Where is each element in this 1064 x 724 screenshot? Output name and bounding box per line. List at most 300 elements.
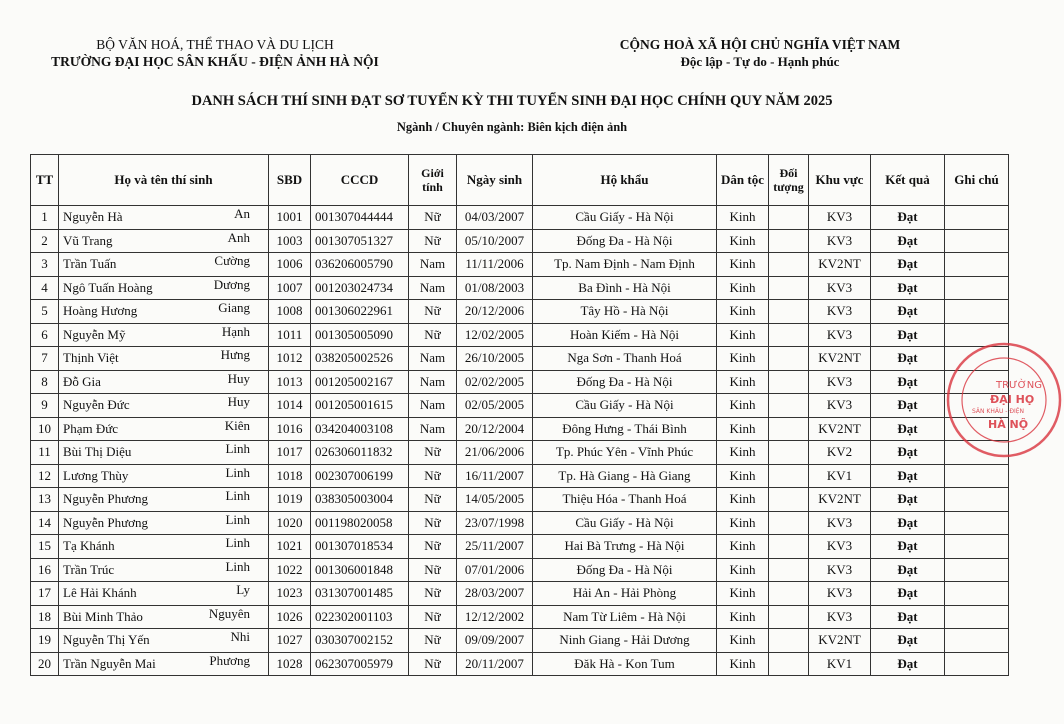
cell-tt: 5 bbox=[31, 300, 59, 324]
candidate-name bbox=[59, 605, 269, 629]
cell-cccd: 001203024734 bbox=[311, 276, 409, 300]
candidate-surname: Nguyễn Phương bbox=[63, 491, 149, 507]
cell-gender: Nữ bbox=[409, 488, 457, 512]
cell-tt: 14 bbox=[31, 511, 59, 535]
cell-cccd: 001205002167 bbox=[311, 370, 409, 394]
cell-dob: 11/11/2006 bbox=[457, 253, 533, 277]
candidate-given-name: Kiên bbox=[224, 417, 250, 433]
cell-result: Đạt bbox=[871, 464, 945, 488]
cell-hometown: Đông Hưng - Thái Bình bbox=[533, 417, 717, 441]
cell-gender: Nữ bbox=[409, 605, 457, 629]
cell-target bbox=[769, 206, 809, 230]
cell-sbd: 1013 bbox=[269, 370, 311, 394]
candidate-name bbox=[59, 441, 269, 465]
national-header bbox=[600, 36, 920, 70]
table-row bbox=[31, 394, 1009, 418]
cell-sbd: 1022 bbox=[269, 558, 311, 582]
candidate-surname: Nguyễn Đức bbox=[63, 397, 130, 413]
table-row bbox=[31, 276, 1009, 300]
cell-region: KV3 bbox=[809, 511, 871, 535]
cell-note bbox=[945, 276, 1009, 300]
cell-target bbox=[769, 535, 809, 559]
cell-sbd: 1017 bbox=[269, 441, 311, 465]
candidate-given-name: Linh bbox=[225, 464, 250, 480]
cell-hometown: Nga Sơn - Thanh Hoá bbox=[533, 347, 717, 371]
cell-hometown: Cầu Giấy - Hà Nội bbox=[533, 394, 717, 418]
seal-text-small: SÂN KHẤU - ĐIỆN bbox=[972, 408, 1025, 415]
cell-gender: Nữ bbox=[409, 582, 457, 606]
cell-dob: 07/01/2006 bbox=[457, 558, 533, 582]
cell-dob: 02/05/2005 bbox=[457, 394, 533, 418]
table-row bbox=[31, 582, 1009, 606]
cell-region: KV3 bbox=[809, 300, 871, 324]
cell-ethnic: Kinh bbox=[717, 300, 769, 324]
cell-hometown: Tp. Hà Giang - Hà Giang bbox=[533, 464, 717, 488]
cell-tt: 15 bbox=[31, 535, 59, 559]
cell-tt: 6 bbox=[31, 323, 59, 347]
cell-hometown: Ninh Giang - Hải Dương bbox=[533, 629, 717, 653]
cell-hometown: Ba Đình - Hà Nội bbox=[533, 276, 717, 300]
candidate-surname: Nguyễn Thị Yến bbox=[63, 632, 150, 648]
candidate-name bbox=[59, 558, 269, 582]
candidate-name bbox=[59, 394, 269, 418]
col-region: Khu vực bbox=[809, 155, 871, 206]
cell-note bbox=[945, 652, 1009, 676]
candidate-name bbox=[59, 323, 269, 347]
cell-tt: 1 bbox=[31, 206, 59, 230]
cell-tt: 16 bbox=[31, 558, 59, 582]
candidate-given-name: Giang bbox=[218, 300, 250, 315]
candidate-name bbox=[59, 464, 269, 488]
cell-cccd: 001205001615 bbox=[311, 394, 409, 418]
cell-hometown: Cầu Giấy - Hà Nội bbox=[533, 511, 717, 535]
candidate-given-name: Nhi bbox=[230, 629, 250, 644]
candidate-name bbox=[59, 417, 269, 441]
cell-result: Đạt bbox=[871, 347, 945, 371]
cell-note bbox=[945, 511, 1009, 535]
cell-gender: Nam bbox=[409, 417, 457, 441]
cell-dob: 12/12/2002 bbox=[457, 605, 533, 629]
candidate-surname: Lê Hải Khánh bbox=[63, 585, 137, 601]
cell-tt: 8 bbox=[31, 370, 59, 394]
col-dob: Ngày sinh bbox=[457, 155, 533, 206]
cell-target bbox=[769, 488, 809, 512]
cell-hometown: Tp. Nam Định - Nam Định bbox=[533, 253, 717, 277]
candidate-name bbox=[59, 535, 269, 559]
cell-cccd: 001307018534 bbox=[311, 535, 409, 559]
seal-text-top: TRƯỜNG bbox=[996, 380, 1042, 391]
cell-dob: 16/11/2007 bbox=[457, 464, 533, 488]
candidate-given-name: Huy bbox=[227, 370, 250, 386]
cell-hometown: Đống Đa - Hà Nội bbox=[533, 370, 717, 394]
cell-ethnic: Kinh bbox=[717, 582, 769, 606]
cell-dob: 21/06/2006 bbox=[457, 441, 533, 465]
cell-note bbox=[945, 535, 1009, 559]
cell-target bbox=[769, 323, 809, 347]
cell-tt: 11 bbox=[31, 441, 59, 465]
cell-cccd: 031307001485 bbox=[311, 582, 409, 606]
cell-note bbox=[945, 582, 1009, 606]
cell-dob: 12/02/2005 bbox=[457, 323, 533, 347]
candidate-surname: Trần Nguyễn Mai bbox=[63, 655, 156, 671]
candidate-name bbox=[59, 347, 269, 371]
candidate-surname: Trần Trúc bbox=[63, 561, 115, 577]
cell-dob: 23/07/1998 bbox=[457, 511, 533, 535]
candidate-given-name: An bbox=[234, 206, 250, 221]
cell-region: KV3 bbox=[809, 582, 871, 606]
cell-note bbox=[945, 253, 1009, 277]
candidate-table bbox=[30, 154, 1009, 676]
table-row bbox=[31, 206, 1009, 230]
col-result: Kết quả bbox=[871, 155, 945, 206]
cell-ethnic: Kinh bbox=[717, 605, 769, 629]
cell-target bbox=[769, 253, 809, 277]
cell-tt: 13 bbox=[31, 488, 59, 512]
cell-cccd: 062307005979 bbox=[311, 652, 409, 676]
table-row bbox=[31, 253, 1009, 277]
cell-region: KV1 bbox=[809, 652, 871, 676]
cell-region: KV1 bbox=[809, 464, 871, 488]
cell-tt: 3 bbox=[31, 253, 59, 277]
cell-gender: Nữ bbox=[409, 652, 457, 676]
candidate-surname: Bùi Thị Diệu bbox=[63, 444, 132, 460]
cell-target bbox=[769, 417, 809, 441]
cell-dob: 04/03/2007 bbox=[457, 206, 533, 230]
cell-ethnic: Kinh bbox=[717, 206, 769, 230]
cell-note bbox=[945, 605, 1009, 629]
cell-region: KV2 bbox=[809, 441, 871, 465]
cell-cccd: 038305003004 bbox=[311, 488, 409, 512]
cell-result: Đạt bbox=[871, 629, 945, 653]
cell-tt: 20 bbox=[31, 652, 59, 676]
cell-sbd: 1014 bbox=[269, 394, 311, 418]
cell-tt: 2 bbox=[31, 229, 59, 253]
cell-cccd: 001198020058 bbox=[311, 511, 409, 535]
seal-text-bottom: HÀ NỘ bbox=[988, 418, 1029, 431]
cell-hometown: Nam Từ Liêm - Hà Nội bbox=[533, 605, 717, 629]
cell-target bbox=[769, 276, 809, 300]
cell-result: Đạt bbox=[871, 370, 945, 394]
cell-cccd: 038205002526 bbox=[311, 347, 409, 371]
table-row bbox=[31, 511, 1009, 535]
candidate-surname: Phạm Đức bbox=[63, 420, 119, 436]
cell-result: Đạt bbox=[871, 535, 945, 559]
cell-sbd: 1011 bbox=[269, 323, 311, 347]
cell-hometown: Hoàn Kiếm - Hà Nội bbox=[533, 323, 717, 347]
cell-sbd: 1028 bbox=[269, 652, 311, 676]
cell-sbd: 1008 bbox=[269, 300, 311, 324]
cell-target bbox=[769, 441, 809, 465]
cell-dob: 05/10/2007 bbox=[457, 229, 533, 253]
cell-gender: Nam bbox=[409, 253, 457, 277]
cell-hometown: Hai Bà Trưng - Hà Nội bbox=[533, 535, 717, 559]
col-cccd: CCCD bbox=[311, 155, 409, 206]
ministry-name: BỘ VĂN HOÁ, THỂ THAO VÀ DU LỊCH bbox=[96, 37, 334, 52]
candidate-name bbox=[59, 276, 269, 300]
cell-result: Đạt bbox=[871, 511, 945, 535]
cell-hometown: Đăk Hà - Kon Tum bbox=[533, 652, 717, 676]
cell-region: KV3 bbox=[809, 323, 871, 347]
cell-hometown: Hải An - Hải Phòng bbox=[533, 582, 717, 606]
cell-dob: 20/12/2006 bbox=[457, 300, 533, 324]
candidate-surname: Trần Tuấn bbox=[63, 256, 117, 272]
cell-region: KV2NT bbox=[809, 629, 871, 653]
table-row bbox=[31, 229, 1009, 253]
cell-cccd: 001306001848 bbox=[311, 558, 409, 582]
col-sbd: SBD bbox=[269, 155, 311, 206]
cell-sbd: 1016 bbox=[269, 417, 311, 441]
candidate-given-name: Nguyên bbox=[208, 605, 250, 621]
cell-ethnic: Kinh bbox=[717, 464, 769, 488]
table-row bbox=[31, 629, 1009, 653]
table-row bbox=[31, 464, 1009, 488]
cell-gender: Nam bbox=[409, 394, 457, 418]
cell-result: Đạt bbox=[871, 276, 945, 300]
cell-ethnic: Kinh bbox=[717, 323, 769, 347]
cell-cccd: 030307002152 bbox=[311, 629, 409, 653]
candidate-name bbox=[59, 582, 269, 606]
candidate-surname: Nguyễn Phương bbox=[63, 514, 149, 530]
national-motto: Độc lập - Tự do - Hạnh phúc bbox=[680, 54, 840, 69]
cell-sbd: 1020 bbox=[269, 511, 311, 535]
cell-gender: Nam bbox=[409, 370, 457, 394]
candidate-name bbox=[59, 206, 269, 230]
cell-hometown: Tây Hồ - Hà Nội bbox=[533, 300, 717, 324]
cell-region: KV3 bbox=[809, 229, 871, 253]
cell-gender: Nam bbox=[409, 276, 457, 300]
cell-result: Đạt bbox=[871, 229, 945, 253]
candidate-given-name: Linh bbox=[225, 511, 250, 527]
table-row bbox=[31, 488, 1009, 512]
col-ethnic: Dân tộc bbox=[717, 155, 769, 206]
candidate-name bbox=[59, 229, 269, 253]
candidate-surname: Hoàng Hương bbox=[63, 303, 138, 319]
candidate-surname: Nguyễn Mỹ bbox=[63, 326, 126, 342]
candidate-surname: Ngô Tuấn Hoàng bbox=[63, 279, 153, 295]
major-subtitle: Ngành / Chuyên ngành: Biên kịch điện ảnh bbox=[396, 120, 628, 134]
cell-result: Đạt bbox=[871, 558, 945, 582]
cell-ethnic: Kinh bbox=[717, 441, 769, 465]
cell-region: KV2NT bbox=[809, 488, 871, 512]
cell-target bbox=[769, 558, 809, 582]
candidate-surname: Tạ Khánh bbox=[63, 538, 115, 554]
cell-ethnic: Kinh bbox=[717, 652, 769, 676]
cell-result: Đạt bbox=[871, 206, 945, 230]
table-row bbox=[31, 323, 1009, 347]
candidate-name bbox=[59, 300, 269, 324]
candidate-name bbox=[59, 370, 269, 394]
cell-ethnic: Kinh bbox=[717, 347, 769, 371]
cell-region: KV2NT bbox=[809, 253, 871, 277]
cell-dob: 02/02/2005 bbox=[457, 370, 533, 394]
cell-sbd: 1003 bbox=[269, 229, 311, 253]
candidate-name bbox=[59, 652, 269, 676]
cell-note bbox=[945, 488, 1009, 512]
cell-sbd: 1027 bbox=[269, 629, 311, 653]
cell-tt: 12 bbox=[31, 464, 59, 488]
cell-ethnic: Kinh bbox=[717, 276, 769, 300]
cell-sbd: 1018 bbox=[269, 464, 311, 488]
cell-cccd: 022302001103 bbox=[311, 605, 409, 629]
cell-dob: 20/12/2004 bbox=[457, 417, 533, 441]
candidate-surname: Thịnh Việt bbox=[63, 350, 119, 366]
cell-hometown: Cầu Giấy - Hà Nội bbox=[533, 206, 717, 230]
cell-region: KV3 bbox=[809, 558, 871, 582]
col-name: Họ và tên thí sinh bbox=[59, 155, 269, 206]
cell-cccd: 001307044444 bbox=[311, 206, 409, 230]
table-row bbox=[31, 558, 1009, 582]
cell-sbd: 1019 bbox=[269, 488, 311, 512]
cell-gender: Nữ bbox=[409, 323, 457, 347]
cell-ethnic: Kinh bbox=[717, 629, 769, 653]
cell-cccd: 001307051327 bbox=[311, 229, 409, 253]
cell-dob: 28/03/2007 bbox=[457, 582, 533, 606]
table-row bbox=[31, 652, 1009, 676]
table-row bbox=[31, 441, 1009, 465]
cell-result: Đạt bbox=[871, 300, 945, 324]
cell-region: KV3 bbox=[809, 535, 871, 559]
col-gender: Giới tính bbox=[409, 155, 457, 206]
cell-tt: 18 bbox=[31, 605, 59, 629]
cell-gender: Nữ bbox=[409, 300, 457, 324]
candidate-given-name: Linh bbox=[225, 558, 250, 574]
candidate-given-name: Cường bbox=[214, 253, 250, 268]
candidate-surname: Lương Thùy bbox=[63, 467, 129, 483]
cell-ethnic: Kinh bbox=[717, 370, 769, 394]
cell-target bbox=[769, 629, 809, 653]
cell-tt: 10 bbox=[31, 417, 59, 441]
cell-result: Đạt bbox=[871, 394, 945, 418]
cell-tt: 7 bbox=[31, 347, 59, 371]
cell-note bbox=[945, 629, 1009, 653]
cell-dob: 20/11/2007 bbox=[457, 652, 533, 676]
cell-sbd: 1006 bbox=[269, 253, 311, 277]
cell-ethnic: Kinh bbox=[717, 511, 769, 535]
cell-result: Đạt bbox=[871, 323, 945, 347]
cell-gender: Nữ bbox=[409, 535, 457, 559]
table-header-row bbox=[31, 155, 1009, 206]
candidate-given-name: Linh bbox=[225, 535, 250, 550]
cell-dob: 09/09/2007 bbox=[457, 629, 533, 653]
cell-result: Đạt bbox=[871, 488, 945, 512]
university-name: TRƯỜNG ĐẠI HỌC SÂN KHẤU - ĐIỆN ẢNH HÀ NỘI bbox=[51, 54, 379, 69]
nation-name: CỘNG HOÀ XÃ HỘI CHỦ NGHĨA VIỆT NAM bbox=[619, 37, 901, 52]
cell-region: KV3 bbox=[809, 605, 871, 629]
candidate-given-name: Ly bbox=[236, 582, 250, 597]
cell-result: Đạt bbox=[871, 605, 945, 629]
cell-hometown: Đống Đa - Hà Nội bbox=[533, 558, 717, 582]
table-body bbox=[31, 206, 1009, 676]
cell-cccd: 036206005790 bbox=[311, 253, 409, 277]
cell-result: Đạt bbox=[871, 582, 945, 606]
candidate-given-name: Huy bbox=[227, 394, 250, 409]
cell-region: KV3 bbox=[809, 276, 871, 300]
cell-ethnic: Kinh bbox=[717, 417, 769, 441]
cell-dob: 25/11/2007 bbox=[457, 535, 533, 559]
official-seal bbox=[944, 340, 1064, 460]
cell-target bbox=[769, 652, 809, 676]
cell-sbd: 1023 bbox=[269, 582, 311, 606]
cell-sbd: 1001 bbox=[269, 206, 311, 230]
cell-ethnic: Kinh bbox=[717, 394, 769, 418]
candidate-surname: Nguyễn Hà bbox=[63, 209, 123, 225]
cell-target bbox=[769, 511, 809, 535]
cell-region: KV3 bbox=[809, 394, 871, 418]
cell-target bbox=[769, 394, 809, 418]
candidate-name bbox=[59, 488, 269, 512]
cell-result: Đạt bbox=[871, 652, 945, 676]
cell-target bbox=[769, 370, 809, 394]
cell-dob: 01/08/2003 bbox=[457, 276, 533, 300]
cell-tt: 19 bbox=[31, 629, 59, 653]
cell-tt: 4 bbox=[31, 276, 59, 300]
candidate-given-name: Hạnh bbox=[221, 323, 250, 339]
cell-target bbox=[769, 229, 809, 253]
cell-note bbox=[945, 300, 1009, 324]
cell-hometown: Đống Đa - Hà Nội bbox=[533, 229, 717, 253]
table-row bbox=[31, 535, 1009, 559]
cell-result: Đạt bbox=[871, 417, 945, 441]
cell-note bbox=[945, 464, 1009, 488]
table-row bbox=[31, 417, 1009, 441]
cell-region: KV3 bbox=[809, 206, 871, 230]
col-tt: TT bbox=[31, 155, 59, 206]
cell-target bbox=[769, 605, 809, 629]
cell-gender: Nam bbox=[409, 347, 457, 371]
candidate-name bbox=[59, 253, 269, 277]
cell-note bbox=[945, 229, 1009, 253]
table-row bbox=[31, 347, 1009, 371]
candidate-given-name: Phương bbox=[209, 652, 250, 668]
cell-target bbox=[769, 582, 809, 606]
cell-ethnic: Kinh bbox=[717, 535, 769, 559]
candidate-given-name: Hưng bbox=[220, 347, 250, 362]
cell-sbd: 1007 bbox=[269, 276, 311, 300]
candidate-given-name: Anh bbox=[227, 229, 250, 245]
cell-region: KV2NT bbox=[809, 347, 871, 371]
candidate-name bbox=[59, 511, 269, 535]
cell-target bbox=[769, 464, 809, 488]
cell-tt: 9 bbox=[31, 394, 59, 418]
document-title: DANH SÁCH THÍ SINH ĐẠT SƠ TUYỂN KỲ THI TUYỂN SINH ĐẠI HỌC CHÍNH QUY NĂM 2025 bbox=[191, 93, 833, 109]
candidate-surname: Đỗ Gia bbox=[63, 373, 101, 389]
cell-result: Đạt bbox=[871, 441, 945, 465]
cell-ethnic: Kinh bbox=[717, 558, 769, 582]
issuer-header bbox=[40, 36, 390, 70]
cell-cccd: 002307006199 bbox=[311, 464, 409, 488]
cell-gender: Nữ bbox=[409, 558, 457, 582]
cell-gender: Nữ bbox=[409, 206, 457, 230]
cell-sbd: 1012 bbox=[269, 347, 311, 371]
seal-text-mid: ĐẠI HỌ bbox=[990, 393, 1035, 406]
cell-gender: Nữ bbox=[409, 511, 457, 535]
cell-tt: 17 bbox=[31, 582, 59, 606]
cell-gender: Nữ bbox=[409, 229, 457, 253]
cell-gender: Nữ bbox=[409, 441, 457, 465]
col-target: Đối tượng bbox=[769, 155, 809, 206]
cell-target bbox=[769, 347, 809, 371]
cell-region: KV2NT bbox=[809, 417, 871, 441]
cell-dob: 14/05/2005 bbox=[457, 488, 533, 512]
cell-note bbox=[945, 206, 1009, 230]
candidate-name bbox=[59, 629, 269, 653]
candidate-given-name: Dương bbox=[213, 276, 250, 292]
candidate-surname: Vũ Trang bbox=[63, 232, 113, 248]
cell-hometown: Thiệu Hóa - Thanh Hoá bbox=[533, 488, 717, 512]
cell-result: Đạt bbox=[871, 253, 945, 277]
cell-note bbox=[945, 558, 1009, 582]
cell-gender: Nữ bbox=[409, 629, 457, 653]
